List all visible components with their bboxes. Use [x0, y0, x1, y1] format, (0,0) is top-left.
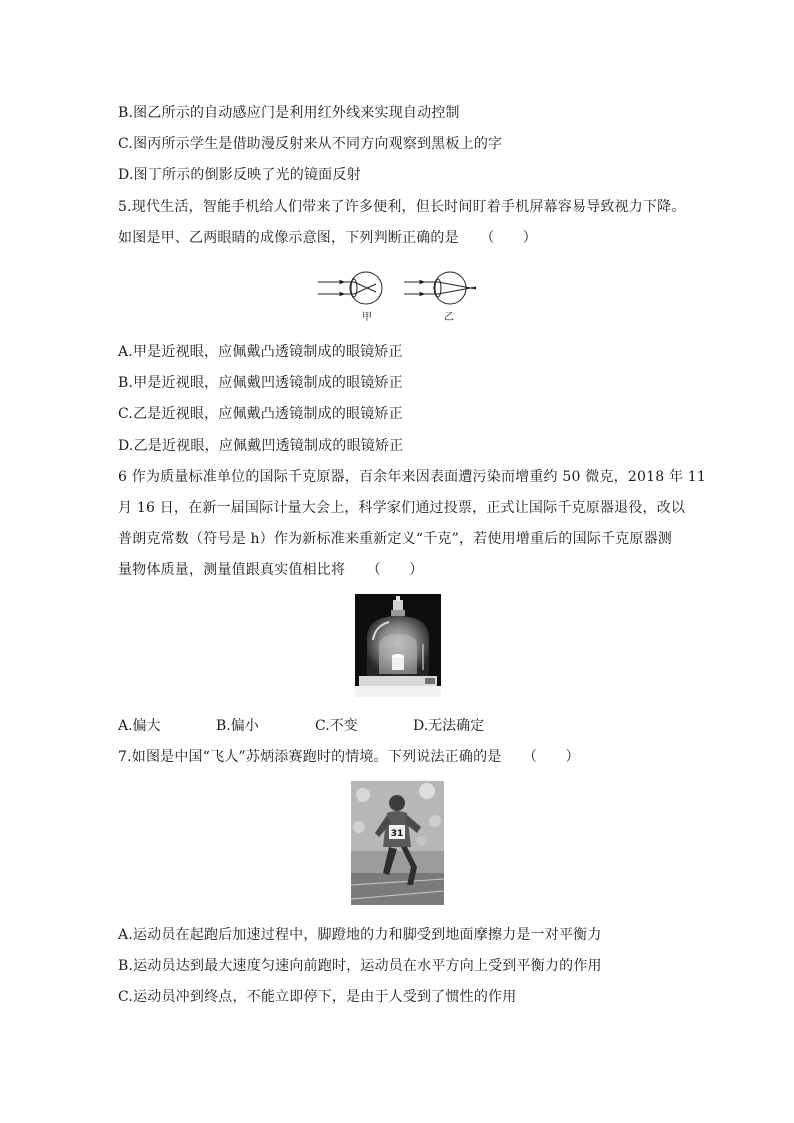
q7-option-b: B.运动员达到最大速度匀速向前跑时，运动员在水平方向上受到平衡力的作用	[118, 958, 602, 974]
q4-option-d: D.图丁所示的倒影反映了光的镜面反射	[118, 167, 361, 183]
eye-label-right: 乙	[444, 312, 454, 323]
q6-option-c: C.不变	[315, 718, 358, 734]
q5-option-c: C.乙是近视眼，应佩戴凸透镜制成的眼镜矫正	[118, 406, 403, 422]
q5-stem-line1: 5.现代生活，智能手机给人们带来了许多便利，但长时间盯着手机屏幕容易导致视力下降。	[118, 199, 686, 215]
q5-option-a: A.甲是近视眼，应佩戴凸透镜制成的眼镜矫正	[118, 344, 403, 360]
eye-label-left: 甲	[362, 312, 372, 323]
q6-stem-line2: 月 16 日，在新一届国际计量大会上，科学家们通过投票，正式让国际千克原器退役，改以	[118, 500, 686, 516]
q6-option-d: D.无法确定	[413, 718, 485, 734]
q6-stem-line1: 6 作为质量标准单位的国际千克原器，百余年来因表面遭污染而增重约 50 微克，2018 年 11	[118, 469, 707, 485]
q5-option-b: B.甲是近视眼，应佩戴凹透镜制成的眼镜矫正	[118, 375, 403, 391]
eye-right	[404, 272, 478, 304]
q6-stem-line3: 普朗克常数（符号是 h）作为新标准来重新定义“千克”，若使用增重后的国际千克原器测	[118, 531, 672, 547]
q4-option-c: C.图丙所示学生是借助漫反射来从不同方向观察到黑板上的字	[118, 136, 503, 152]
q4-option-b: B.图乙所示的自动感应门是利用红外线来实现自动控制	[118, 105, 460, 121]
eye-diagram	[316, 268, 486, 324]
q5-option-d: D.乙是近视眼，应佩戴凹透镜制成的眼镜矫正	[118, 438, 404, 454]
runner-photo	[351, 781, 444, 905]
runner-bib-number: 31	[390, 829, 404, 839]
q5-stem-line2: 如图是甲、乙两眼睛的成像示意图，下列判断正确的是 （ ）	[118, 230, 537, 246]
q6-option-b: B.偏小	[216, 718, 259, 734]
q7-option-a: A.运动员在起跑后加速过程中，脚蹬地的力和脚受到地面摩擦力是一对平衡力	[118, 927, 602, 943]
q6-stem-line4: 量物体质量，测量值跟真实值相比将 （ ）	[118, 562, 424, 578]
q7-stem: 7.如图是中国“飞人”苏炳添赛跑时的情境。下列说法正确的是 （ ）	[118, 749, 580, 765]
q6-option-a: A.偏大	[118, 718, 161, 734]
q7-option-c: C.运动员冲到终点，不能立即停下，是由于人受到了惯性的作用	[118, 989, 517, 1005]
kilogram-prototype-photo	[355, 594, 441, 697]
eye-left	[318, 272, 382, 304]
